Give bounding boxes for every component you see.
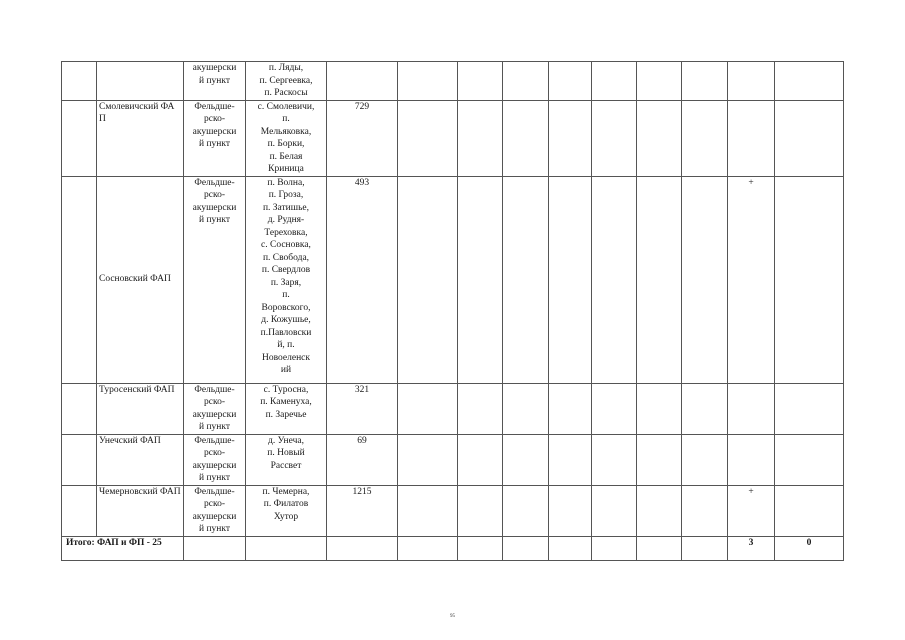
population-cell: 729 — [327, 100, 398, 176]
facility-name: Туросенский ФАП — [97, 383, 184, 434]
population-cell: 493 — [327, 176, 398, 383]
facilities-table — [61, 61, 844, 561]
table-row — [62, 383, 844, 434]
population-cell — [327, 62, 398, 101]
served-settlements: п. Ляды, п. Сергеевка, п. Раскосы — [246, 62, 327, 101]
facility-kind: Фельдше- рско- акушерски й пункт — [184, 100, 246, 176]
served-settlements: с. Смолевичи, п. Мельяковка, п. Борки, п. Белая Криница — [246, 100, 327, 176]
population-cell: 321 — [327, 383, 398, 434]
facility-name: Смолевичский ФАП — [97, 100, 184, 176]
mark-cell — [728, 434, 775, 485]
served-settlements: д. Унеча, п. Новый Рассвет — [246, 434, 327, 485]
table-row — [62, 62, 844, 101]
index-cell — [62, 383, 97, 434]
index-cell — [62, 485, 97, 536]
served-settlements: с. Туросна, п. Каменуха, п. Заречье — [246, 383, 327, 434]
total-plus-count: 3 — [728, 536, 775, 560]
index-cell — [62, 434, 97, 485]
mark-cell: + — [728, 176, 775, 383]
table-row — [62, 434, 844, 485]
facility-name: Сосновский ФАП — [97, 176, 184, 383]
index-cell — [62, 100, 97, 176]
facility-name — [97, 62, 184, 101]
facility-name: Чемерновский ФАП — [97, 485, 184, 536]
population-cell: 1215 — [327, 485, 398, 536]
index-cell — [62, 62, 97, 101]
facility-kind: Фельдше- рско- акушерски й пункт — [184, 485, 246, 536]
mark-cell — [728, 100, 775, 176]
total-row — [62, 536, 844, 560]
table-row — [62, 176, 844, 383]
mark-cell — [728, 62, 775, 101]
population-cell: 69 — [327, 434, 398, 485]
facility-name: Унечский ФАП — [97, 434, 184, 485]
table-row — [62, 100, 844, 176]
table-row — [62, 485, 844, 536]
facility-kind: Фельдше- рско- акушерски й пункт — [184, 383, 246, 434]
served-settlements: п. Волна, п. Гроза, п. Затишье, д. Рудня- Тереховка, с. Сосновка, п. Свобода, п. Свердлов п. Заря, п. Воровского, д. Кожушье, п.Павловски й, п. Новоеленск ий — [246, 176, 327, 383]
index-cell — [62, 176, 97, 383]
served-settlements: п. Чемерна, п. Филатов Хутор — [246, 485, 327, 536]
facility-kind: Фельдше- рско- акушерски й пункт — [184, 176, 246, 383]
facility-kind: Фельдше- рско- акушерски й пункт — [184, 434, 246, 485]
total-last-count: 0 — [775, 536, 844, 560]
page-number: 95 — [450, 614, 455, 619]
total-label: Итого: ФАП и ФП - 25 — [62, 536, 184, 560]
mark-cell: + — [728, 485, 775, 536]
facility-kind: акушерски й пункт — [184, 62, 246, 101]
mark-cell — [728, 383, 775, 434]
